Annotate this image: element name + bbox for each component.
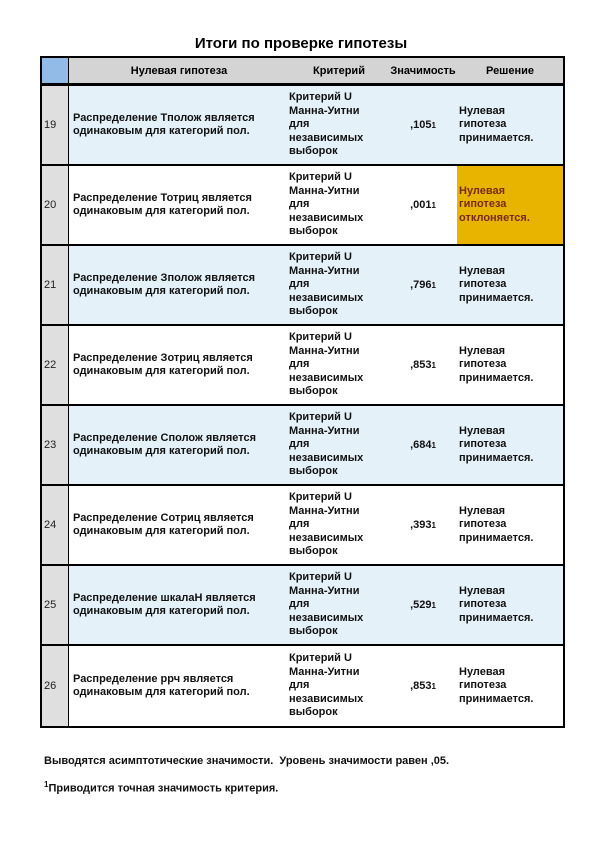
test-cell xyxy=(289,246,389,324)
footnote-exact-sig xyxy=(44,780,584,795)
significance-cell xyxy=(389,406,457,484)
row-number: 26 xyxy=(42,646,69,726)
significance-superscript: 1 xyxy=(431,440,436,450)
null-hypothesis-cell xyxy=(69,86,289,164)
test-name-text: Критерий U Манна-Уитни для независимых выборок xyxy=(289,411,364,478)
significance-superscript: 1 xyxy=(431,681,436,691)
significance-cell xyxy=(389,566,457,644)
test-cell xyxy=(289,406,389,484)
table-row[interactable] xyxy=(42,646,563,726)
null-hypothesis-text: Распределение ррч является одинаковым для категорий пол. xyxy=(73,673,250,698)
null-hypothesis-text: Распределение Тотриц является одинаковым для категорий пол. xyxy=(73,192,252,217)
null-hypothesis-cell xyxy=(69,246,289,324)
decision-text: Нулевая гипотеза принимается. xyxy=(459,584,534,624)
null-hypothesis-text: Распределение шкалаН является одинаковым для категорий пол. xyxy=(73,592,256,617)
null-hypothesis-cell xyxy=(69,566,289,644)
test-name-text: Критерий U Манна-Уитни для независимых выборок xyxy=(289,331,364,398)
decision-text: Нулевая гипотеза отклоняется. xyxy=(459,184,530,224)
significance-value: ,853 xyxy=(410,680,432,692)
decision-text: Нулевая гипотеза принимается. xyxy=(459,665,534,705)
significance-value: ,529 xyxy=(410,599,432,611)
footnote-superscript: 1 xyxy=(44,780,49,789)
table-row[interactable] xyxy=(42,86,563,166)
decision-cell xyxy=(457,86,563,164)
significance-cell xyxy=(389,246,457,324)
test-cell xyxy=(289,326,389,404)
decision-text: Нулевая гипотеза принимается. xyxy=(459,104,534,144)
significance-value: ,796 xyxy=(410,279,432,291)
significance-cell xyxy=(389,486,457,564)
row-number: 25 xyxy=(42,566,69,644)
header-test: Критерий xyxy=(313,64,365,77)
null-hypothesis-text: Распределение Зотриц является одинаковым для категорий пол. xyxy=(73,352,253,377)
decision-cell xyxy=(457,246,563,324)
significance-cell xyxy=(389,646,457,726)
test-name-text: Критерий U Манна-Уитни для независимых выборок xyxy=(289,91,364,158)
footnote-exact-sig-text: Приводится точная значимость критерия. xyxy=(48,782,279,795)
null-hypothesis-text: Распределение Сполож является одинаковым для категорий пол. xyxy=(73,432,257,457)
table-row[interactable] xyxy=(42,406,563,486)
footnote-asymptotic-sig: Выводятся асимптотические значимости. Уровень значимости равен ,05. xyxy=(44,755,450,767)
null-hypothesis-cell xyxy=(69,406,289,484)
table-row[interactable] xyxy=(42,326,563,406)
null-hypothesis-text: Распределение Сотриц является одинаковым для категорий пол. xyxy=(73,512,254,537)
significance-cell xyxy=(389,326,457,404)
decision-cell xyxy=(457,406,563,484)
significance-value: ,684 xyxy=(410,439,432,451)
test-name-text: Критерий U Манна-Уитни для независимых выборок xyxy=(289,491,364,558)
header-decision: Решение xyxy=(486,64,534,77)
table-body xyxy=(42,86,563,726)
table-header-row xyxy=(42,58,563,86)
test-name-text: Критерий U Манна-Уитни для независимых выборок xyxy=(289,571,364,638)
table-row[interactable] xyxy=(42,566,563,646)
decision-cell xyxy=(457,486,563,564)
significance-superscript: 1 xyxy=(431,280,436,290)
null-hypothesis-cell xyxy=(69,646,289,726)
test-name-text: Критерий U Манна-Уитни для независимых выборок xyxy=(289,652,364,719)
corner-cell xyxy=(42,58,69,83)
significance-value: ,105 xyxy=(410,119,432,131)
significance-value: ,853 xyxy=(410,359,432,371)
test-cell xyxy=(289,486,389,564)
page-title: Итоги по проверке гипотезы xyxy=(194,35,408,52)
decision-text: Нулевая гипотеза принимается. xyxy=(459,344,534,384)
significance-superscript: 1 xyxy=(431,360,436,370)
row-number: 24 xyxy=(42,486,69,564)
header-significance: Значимость xyxy=(390,64,456,77)
hypothesis-test-table xyxy=(40,56,565,728)
test-name-text: Критерий U Манна-Уитни для независимых выборок xyxy=(289,171,364,238)
significance-cell xyxy=(389,86,457,164)
row-number: 23 xyxy=(42,406,69,484)
decision-cell xyxy=(457,646,563,726)
decision-cell xyxy=(457,166,563,244)
significance-superscript: 1 xyxy=(431,120,436,130)
table-row[interactable] xyxy=(42,246,563,326)
significance-cell xyxy=(389,166,457,244)
decision-text: Нулевая гипотеза принимается. xyxy=(459,424,534,464)
significance-superscript: 1 xyxy=(431,520,436,530)
significance-value: ,393 xyxy=(410,519,432,531)
significance-superscript: 1 xyxy=(431,200,436,210)
test-cell xyxy=(289,166,389,244)
decision-text: Нулевая гипотеза принимается. xyxy=(459,504,534,544)
test-cell xyxy=(289,566,389,644)
row-number: 21 xyxy=(42,246,69,324)
null-hypothesis-text: Распределение Зполож является одинаковым для категорий пол. xyxy=(73,272,255,297)
significance-value: ,001 xyxy=(410,199,432,211)
row-number: 19 xyxy=(42,86,69,164)
row-number: 20 xyxy=(42,166,69,244)
test-name-text: Критерий U Манна-Уитни для независимых выборок xyxy=(289,251,364,318)
decision-cell xyxy=(457,566,563,644)
test-cell xyxy=(289,86,389,164)
table-row[interactable] xyxy=(42,486,563,566)
header-null-hypothesis: Нулевая гипотеза xyxy=(130,64,228,77)
decision-text: Нулевая гипотеза принимается. xyxy=(459,264,534,304)
decision-cell xyxy=(457,326,563,404)
table-row[interactable] xyxy=(42,166,563,246)
null-hypothesis-text: Распределение Тполож является одинаковым для категорий пол. xyxy=(73,112,255,137)
null-hypothesis-cell xyxy=(69,326,289,404)
null-hypothesis-cell xyxy=(69,486,289,564)
significance-superscript: 1 xyxy=(431,600,436,610)
row-number: 22 xyxy=(42,326,69,404)
test-cell xyxy=(289,646,389,726)
null-hypothesis-cell xyxy=(69,166,289,244)
